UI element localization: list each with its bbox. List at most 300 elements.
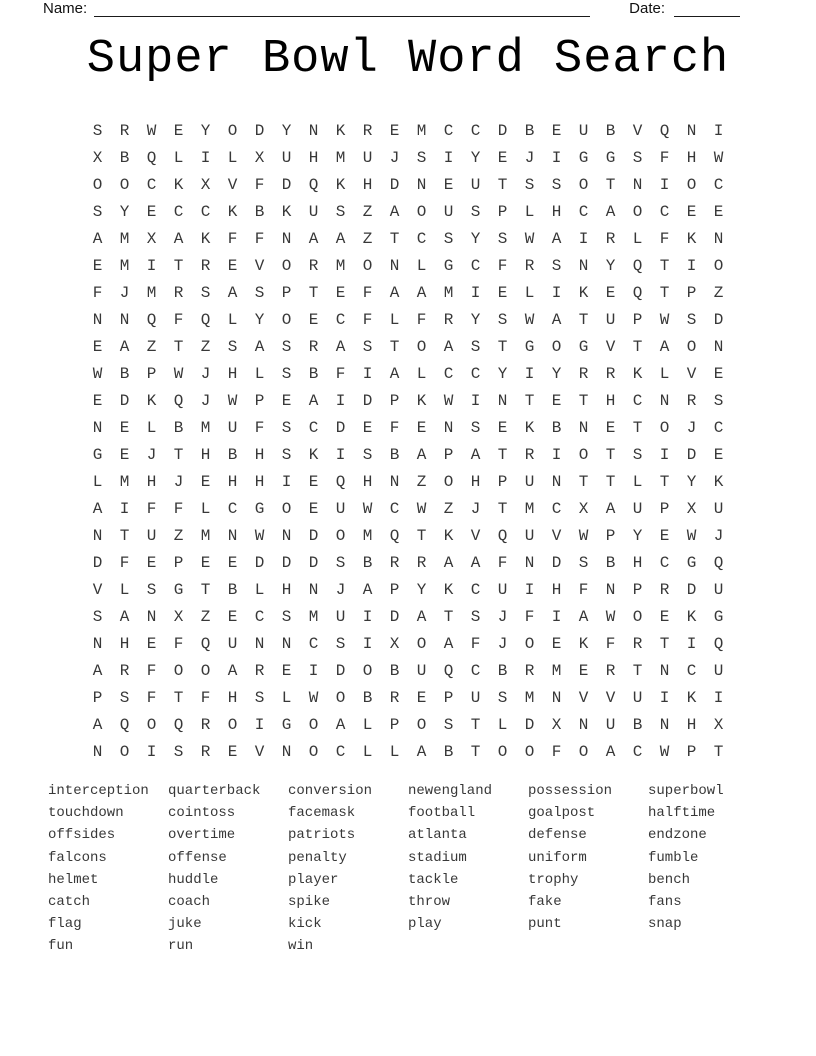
grid-cell: F — [146, 499, 157, 518]
grid-cell: T — [632, 337, 643, 356]
word-item: facemask — [288, 805, 356, 822]
grid-cell: Y — [416, 580, 427, 599]
word-item: offsides — [48, 827, 116, 844]
date-label: Date: — [629, 0, 665, 17]
grid-cell: M — [119, 472, 130, 491]
grid-cell: S — [281, 364, 292, 383]
grid-cell: J — [497, 634, 508, 653]
word-column — [168, 780, 288, 958]
grid-cell: C — [470, 256, 481, 275]
grid-cell: L — [416, 364, 427, 383]
grid-cell: M — [146, 283, 157, 302]
grid-cell: A — [416, 445, 427, 464]
word-item: touchdown — [48, 805, 124, 822]
grid-cell: A — [254, 337, 265, 356]
grid-cell: A — [389, 364, 400, 383]
word-item: helmet — [48, 871, 99, 888]
grid-cell: S — [254, 283, 265, 302]
grid-cell: M — [362, 526, 373, 545]
grid-cell: A — [605, 499, 616, 518]
grid-cell: U — [227, 634, 238, 653]
word-item: fans — [648, 894, 682, 911]
grid-cell: U — [281, 148, 292, 167]
grid-cell: A — [659, 337, 670, 356]
grid-cell: K — [416, 391, 427, 410]
grid-cell: S — [200, 283, 211, 302]
grid-cell: B — [227, 580, 238, 599]
grid-cell: T — [659, 256, 670, 275]
grid-cell: D — [254, 553, 265, 572]
grid-cell: M — [119, 256, 130, 275]
grid-cell: E — [281, 661, 292, 680]
grid-cell: C — [470, 364, 481, 383]
word-item: kick — [288, 916, 322, 933]
grid-cell: C — [416, 229, 427, 248]
grid-cell: J — [146, 445, 157, 464]
grid-cell: I — [146, 256, 157, 275]
grid-cell: Q — [389, 526, 400, 545]
grid-cell: P — [281, 283, 292, 302]
grid-cell: I — [551, 148, 562, 167]
grid-cell: E — [146, 553, 157, 572]
grid-cell: D — [362, 391, 373, 410]
grid-cell: A — [227, 283, 238, 302]
grid-cell: I — [713, 688, 724, 707]
grid-cell: V — [578, 688, 589, 707]
grid-cell: L — [254, 364, 265, 383]
grid-cell: I — [551, 607, 562, 626]
word-item: uniform — [528, 849, 587, 866]
grid-cell: E — [227, 256, 238, 275]
grid-cell: V — [227, 175, 238, 194]
grid-cell: W — [686, 526, 697, 545]
grid-cell: O — [227, 715, 238, 734]
grid-cell: A — [173, 229, 184, 248]
grid-cell: O — [524, 634, 535, 653]
grid-cell: U — [470, 175, 481, 194]
grid-cell: E — [659, 607, 670, 626]
grid-cell: H — [254, 445, 265, 464]
grid-cell: F — [659, 229, 670, 248]
grid-cell: A — [335, 337, 346, 356]
grid-cell: R — [605, 661, 616, 680]
grid-cell: X — [389, 634, 400, 653]
grid-cell: O — [335, 526, 346, 545]
grid-cell: P — [389, 580, 400, 599]
grid-cell: T — [497, 499, 508, 518]
grid-cell: T — [605, 472, 616, 491]
grid-cell: S — [470, 418, 481, 437]
grid-cell: T — [389, 229, 400, 248]
grid-cell: F — [227, 229, 238, 248]
grid-cell: K — [686, 607, 697, 626]
grid-cell: Q — [659, 121, 670, 140]
grid-cell: L — [497, 715, 508, 734]
grid-cell: A — [92, 229, 103, 248]
word-item: punt — [528, 916, 562, 933]
grid-cell: W — [524, 310, 535, 329]
grid-cell: F — [416, 310, 427, 329]
grid-cell: S — [281, 445, 292, 464]
grid-cell: H — [281, 580, 292, 599]
grid-cell: L — [119, 580, 130, 599]
grid-cell: N — [308, 121, 319, 140]
grid-cell: T — [470, 715, 481, 734]
grid-cell: B — [605, 121, 616, 140]
grid-cell: I — [551, 445, 562, 464]
grid-cell: M — [551, 661, 562, 680]
grid-cell: Y — [497, 364, 508, 383]
grid-cell: M — [119, 229, 130, 248]
grid-cell: Q — [119, 715, 130, 734]
grid-cell: L — [254, 580, 265, 599]
grid-cell: K — [443, 580, 454, 599]
grid-cell: A — [443, 634, 454, 653]
grid-cell: E — [227, 553, 238, 572]
grid-cell: O — [578, 742, 589, 761]
grid-cell: R — [254, 661, 265, 680]
grid-cell: J — [200, 364, 211, 383]
grid-cell: H — [227, 688, 238, 707]
grid-cell: J — [686, 418, 697, 437]
grid-cell: S — [254, 688, 265, 707]
grid-cell: N — [146, 607, 157, 626]
grid-cell: R — [605, 364, 616, 383]
word-item: defense — [528, 827, 587, 844]
word-item: play — [408, 916, 442, 933]
grid-cell: L — [200, 499, 211, 518]
grid-cell: O — [416, 202, 427, 221]
grid-cell: H — [470, 472, 481, 491]
grid-cell: G — [578, 337, 589, 356]
grid-cell: B — [362, 688, 373, 707]
word-item: penalty — [288, 849, 347, 866]
grid-cell: K — [200, 229, 211, 248]
grid-cell: C — [470, 121, 481, 140]
grid-cell: O — [686, 175, 697, 194]
grid-cell: R — [200, 256, 211, 275]
grid-cell: B — [254, 202, 265, 221]
grid-cell: B — [119, 148, 130, 167]
grid-cell: K — [524, 418, 535, 437]
grid-cell: W — [146, 121, 157, 140]
grid-cell: A — [416, 607, 427, 626]
grid-cell: O — [551, 337, 562, 356]
word-item: offense — [168, 849, 227, 866]
grid-cell: V — [686, 364, 697, 383]
grid-cell: T — [632, 661, 643, 680]
grid-cell: Q — [146, 148, 157, 167]
grid-cell: B — [497, 661, 508, 680]
grid-cell: H — [362, 175, 373, 194]
grid-cell: K — [632, 364, 643, 383]
grid-cell: L — [632, 472, 643, 491]
grid-cell: B — [632, 715, 643, 734]
grid-cell: L — [524, 202, 535, 221]
grid-cell: R — [524, 445, 535, 464]
word-item: newengland — [408, 783, 493, 799]
grid-cell: E — [713, 364, 724, 383]
grid-cell: G — [254, 499, 265, 518]
grid-cell: K — [686, 229, 697, 248]
grid-cell: E — [173, 121, 184, 140]
grid-cell: H — [254, 472, 265, 491]
grid-cell: E — [551, 634, 562, 653]
grid-cell: D — [686, 445, 697, 464]
grid-cell: F — [92, 283, 103, 302]
grid-cell: U — [146, 526, 157, 545]
grid-cell: A — [578, 607, 589, 626]
grid-cell: S — [335, 634, 346, 653]
grid-cell: L — [227, 310, 238, 329]
grid-cell: T — [416, 526, 427, 545]
grid-cell: B — [551, 418, 562, 437]
grid-cell: N — [578, 256, 589, 275]
grid-cell: F — [659, 148, 670, 167]
grid-cell: E — [308, 472, 319, 491]
grid-cell: A — [335, 229, 346, 248]
grid-cell: Y — [200, 121, 211, 140]
grid-cell: V — [605, 688, 616, 707]
grid-cell: K — [335, 175, 346, 194]
grid-cell: F — [146, 661, 157, 680]
grid-cell: F — [173, 310, 184, 329]
grid-cell: A — [551, 229, 562, 248]
word-item: football — [408, 805, 476, 822]
grid-cell: L — [389, 742, 400, 761]
grid-cell: R — [308, 256, 319, 275]
grid-cell: I — [470, 283, 481, 302]
grid-cell: R — [119, 661, 130, 680]
grid-cell: B — [308, 364, 319, 383]
word-item: trophy — [528, 871, 579, 888]
grid-cell: Q — [200, 310, 211, 329]
grid-cell: G — [686, 553, 697, 572]
grid-cell: N — [659, 715, 670, 734]
grid-cell: O — [173, 661, 184, 680]
grid-cell: Y — [254, 310, 265, 329]
grid-cell: E — [92, 391, 103, 410]
grid-cell: D — [524, 715, 535, 734]
grid-cell: S — [686, 310, 697, 329]
grid-cell: E — [92, 256, 103, 275]
grid-cell: U — [227, 418, 238, 437]
grid-cell: S — [551, 175, 562, 194]
grid-cell: A — [470, 445, 481, 464]
word-column — [528, 780, 648, 958]
grid-cell: D — [281, 175, 292, 194]
grid-cell: L — [524, 283, 535, 302]
grid-cell: I — [362, 364, 373, 383]
grid-cell: P — [173, 553, 184, 572]
grid-cell: B — [443, 742, 454, 761]
grid-cell: C — [659, 553, 670, 572]
grid-cell: N — [281, 526, 292, 545]
word-item: endzone — [648, 827, 707, 844]
grid-cell: W — [659, 742, 670, 761]
grid-cell: S — [443, 229, 454, 248]
grid-cell: T — [173, 445, 184, 464]
word-item: overtime — [168, 827, 236, 844]
grid-cell: W — [659, 310, 670, 329]
grid-cell: P — [497, 472, 508, 491]
grid-cell: H — [551, 202, 562, 221]
grid-cell: T — [578, 391, 589, 410]
grid-cell: D — [686, 580, 697, 599]
word-item: stadium — [408, 849, 467, 866]
grid-cell: X — [254, 148, 265, 167]
grid-cell: B — [524, 121, 535, 140]
word-list — [48, 780, 768, 958]
grid-cell: F — [362, 310, 373, 329]
grid-cell: S — [362, 445, 373, 464]
grid-cell: F — [497, 256, 508, 275]
grid-cell: H — [227, 472, 238, 491]
grid-cell: L — [227, 148, 238, 167]
grid-cell: B — [227, 445, 238, 464]
grid-cell: C — [335, 310, 346, 329]
grid-cell: G — [173, 580, 184, 599]
grid-cell: P — [443, 688, 454, 707]
grid-cell: Z — [173, 526, 184, 545]
grid-cell: T — [173, 256, 184, 275]
grid-cell: C — [254, 607, 265, 626]
grid-cell: E — [308, 499, 319, 518]
grid-cell: V — [632, 121, 643, 140]
grid-cell: N — [578, 418, 589, 437]
word-item: player — [288, 871, 339, 888]
grid-cell: O — [524, 742, 535, 761]
grid-cell: E — [146, 202, 157, 221]
grid-cell: Y — [551, 364, 562, 383]
grid-cell: N — [308, 580, 319, 599]
grid-cell: C — [443, 121, 454, 140]
grid-cell: S — [227, 337, 238, 356]
grid-cell: E — [362, 418, 373, 437]
word-item: throw — [408, 894, 451, 911]
grid-cell: O — [281, 310, 292, 329]
grid-cell: U — [443, 202, 454, 221]
grid-cell: O — [281, 499, 292, 518]
grid-cell: E — [227, 607, 238, 626]
grid-cell: T — [659, 634, 670, 653]
grid-cell: E — [551, 391, 562, 410]
grid-cell: M — [308, 607, 319, 626]
grid-cell: A — [92, 499, 103, 518]
grid-cell: F — [254, 418, 265, 437]
grid-cell: O — [308, 742, 319, 761]
grid-cell: I — [119, 499, 130, 518]
grid-cell: M — [335, 148, 346, 167]
grid-cell: P — [146, 364, 157, 383]
grid-cell: H — [686, 715, 697, 734]
grid-cell: D — [308, 553, 319, 572]
grid-cell: Q — [173, 715, 184, 734]
grid-cell: N — [713, 337, 724, 356]
grid-cell: K — [578, 634, 589, 653]
grid-cell: C — [470, 580, 481, 599]
grid-cell: R — [308, 337, 319, 356]
word-item: halftime — [648, 805, 716, 822]
grid-cell: A — [416, 742, 427, 761]
grid-cell: S — [173, 742, 184, 761]
grid-cell: N — [92, 526, 103, 545]
grid-cell: X — [578, 499, 589, 518]
grid-cell: D — [254, 121, 265, 140]
grid-cell: K — [443, 526, 454, 545]
grid-cell: E — [281, 391, 292, 410]
grid-cell: F — [119, 553, 130, 572]
grid-cell: C — [713, 418, 724, 437]
grid-cell: Z — [713, 283, 724, 302]
grid-cell: O — [686, 337, 697, 356]
page-title: Super Bowl Word Search — [86, 33, 730, 86]
grid-cell: K — [281, 202, 292, 221]
word-item: conversion — [288, 783, 373, 799]
grid-cell: K — [686, 688, 697, 707]
word-item: bench — [648, 871, 691, 888]
grid-cell: D — [551, 553, 562, 572]
grid-cell: O — [335, 688, 346, 707]
grid-cell: T — [632, 418, 643, 437]
word-column — [48, 780, 168, 958]
grid-cell: W — [362, 499, 373, 518]
grid-cell: Z — [443, 499, 454, 518]
grid-cell: H — [146, 472, 157, 491]
grid-cell: U — [632, 499, 643, 518]
grid-cell: O — [119, 175, 130, 194]
grid-cell: A — [119, 337, 130, 356]
grid-cell: X — [686, 499, 697, 518]
grid-cell: N — [659, 391, 670, 410]
grid-cell: D — [281, 553, 292, 572]
grid-cell: O — [659, 418, 670, 437]
grid-cell: W — [308, 688, 319, 707]
grid-cell: S — [578, 553, 589, 572]
grid-cell: K — [227, 202, 238, 221]
name-blank-line — [94, 3, 590, 17]
grid-cell: T — [200, 580, 211, 599]
grid-cell: D — [335, 418, 346, 437]
grid-cell: H — [686, 148, 697, 167]
grid-cell: H — [308, 148, 319, 167]
grid-cell: Y — [470, 148, 481, 167]
grid-cell: H — [551, 580, 562, 599]
grid-cell: K — [713, 472, 724, 491]
grid-cell: I — [524, 364, 535, 383]
grid-cell: U — [578, 121, 589, 140]
grid-cell: C — [308, 634, 319, 653]
grid-cell: P — [686, 742, 697, 761]
grid-cell: I — [551, 283, 562, 302]
grid-cell: Q — [632, 256, 643, 275]
grid-cell: H — [362, 472, 373, 491]
grid-cell: E — [146, 634, 157, 653]
grid-cell: N — [416, 175, 427, 194]
grid-cell: O — [308, 715, 319, 734]
grid-cell: Q — [713, 553, 724, 572]
grid-cell: Y — [119, 202, 130, 221]
grid-cell: I — [659, 688, 670, 707]
grid-cell: C — [200, 202, 211, 221]
grid-cell: K — [308, 445, 319, 464]
grid-cell: P — [389, 715, 400, 734]
grid-cell: F — [578, 580, 589, 599]
grid-cell: N — [632, 175, 643, 194]
grid-cell: Q — [173, 391, 184, 410]
grid-cell: W — [416, 499, 427, 518]
grid-cell: I — [308, 661, 319, 680]
